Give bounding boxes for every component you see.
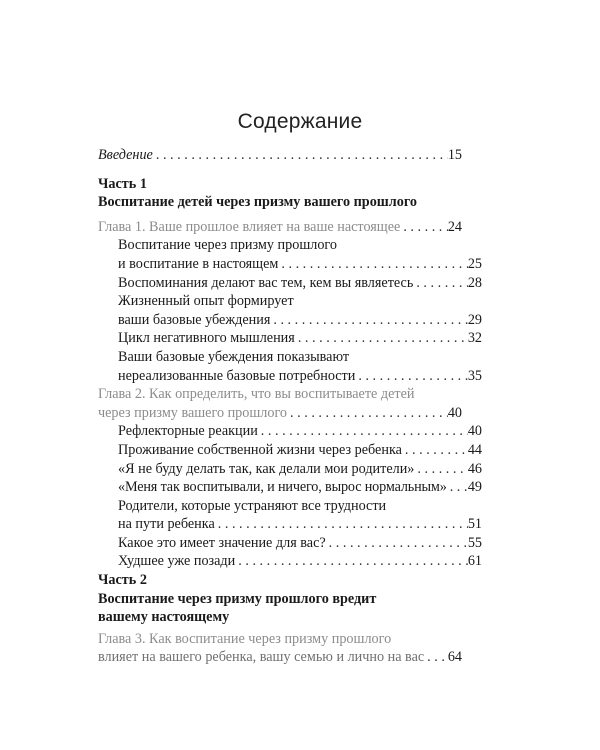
toc-entry-intro[interactable] [98, 146, 462, 165]
dot-leader [355, 367, 467, 386]
toc-entry-label: Рефлекторные реакции [118, 423, 258, 440]
toc-entry-label: влияет на вашего ребенка, вашу семью и лично на вас [98, 649, 425, 666]
toc-entry-label: на пути ребенка [118, 516, 215, 533]
part-title-line: Воспитание через призму прошлого вредит [98, 590, 377, 607]
dot-leader [235, 552, 468, 571]
toc-page-number: 29 [467, 311, 482, 328]
toc-entry-label: Глава 1. Ваше прошлое влияет на ваше настоящее [98, 218, 401, 235]
toc-entry-label: Введение [98, 147, 153, 163]
toc-page-number: 24 [447, 218, 462, 235]
part-title-line: вашему настоящему [98, 609, 230, 626]
toc-page-number: 51 [467, 516, 482, 533]
part-title: Воспитание детей через призму вашего прошлого [98, 194, 418, 211]
toc-entry-label: нереализованные базовые потребности [118, 367, 356, 384]
toc-page-number: 35 [467, 367, 482, 384]
dot-leader [278, 255, 467, 274]
page-title: Содержание [237, 110, 363, 133]
dot-leader [414, 460, 467, 479]
toc-entry-section[interactable] [98, 515, 482, 534]
toc-entry-section[interactable] [98, 329, 482, 348]
dot-leader [153, 146, 448, 165]
dot-leader [215, 515, 468, 534]
dot-leader [295, 329, 468, 348]
toc-page-number: 44 [467, 441, 482, 458]
toc-entry-section[interactable] [98, 422, 482, 441]
toc-page-number: 25 [467, 255, 482, 272]
toc-page-number: 64 [447, 649, 462, 666]
toc-entry-label: и воспитание в настоящем [118, 255, 279, 272]
toc-entry-section[interactable] [98, 274, 482, 293]
toc-entry-label: через призму вашего прошлого [98, 404, 288, 421]
toc-entry-chapter-2-line[interactable]: Глава 2. Как определить, что вы воспитываете детей [98, 386, 415, 403]
dot-leader [424, 648, 448, 667]
toc-entry-label: Какое это имеет значение для вас? [118, 534, 326, 551]
toc-entry-section[interactable] [98, 478, 482, 497]
part-heading: Часть 1 [98, 175, 147, 192]
toc-entry-section[interactable] [98, 534, 482, 553]
dot-leader [400, 218, 447, 237]
toc-entry-label: Воспоминания делают вас тем, кем вы являетесь [118, 274, 414, 291]
toc-entry-label: ваши базовые убеждения [118, 311, 271, 328]
dot-leader [326, 534, 468, 553]
dot-leader [402, 441, 468, 460]
toc-entry-label: «Меня так воспитывали, и ничего, вырос нормальным» [118, 479, 447, 496]
dot-leader [287, 404, 448, 423]
toc-page-number: 32 [467, 330, 482, 347]
dot-leader [413, 274, 468, 293]
toc-entry-section[interactable] [98, 367, 482, 386]
toc-entry-label: Проживание собственной жизни через ребенка [118, 441, 402, 458]
toc-entry-chapter-1[interactable] [98, 218, 462, 237]
toc-entry-section[interactable] [98, 255, 482, 274]
toc-page-number: 40 [467, 423, 482, 440]
dot-leader [447, 478, 468, 497]
toc-entry-chapter-3-line[interactable]: Глава 3. Как воспитание через призму прошлого [98, 630, 392, 647]
toc-entry-line[interactable]: Ваши базовые убеждения показывают [118, 348, 350, 365]
toc-page-number: 40 [447, 404, 462, 421]
toc-page-number: 61 [467, 553, 482, 570]
toc-entry-line[interactable]: Жизненный опыт формирует [118, 293, 294, 310]
dot-leader [270, 311, 467, 330]
toc-page-number: 46 [467, 460, 482, 477]
part-heading: Часть 2 [98, 572, 147, 589]
toc-entry-label: Цикл негативного мышления [118, 330, 295, 347]
toc-entry-label: «Я не буду делать так, как делали мои родители» [118, 460, 415, 477]
table-of-contents [98, 146, 482, 667]
toc-entry-line[interactable]: Воспитание через призму прошлого [118, 237, 337, 254]
toc-page-number: 49 [467, 479, 482, 496]
toc-entry-section[interactable] [98, 441, 482, 460]
toc-page-number: 55 [467, 534, 482, 551]
toc-entry-section[interactable] [98, 311, 482, 330]
toc-entry-line[interactable]: Родители, которые устраняют все трудности [118, 497, 387, 514]
dot-leader [258, 422, 468, 441]
toc-entry-label: Худшее уже позади [118, 553, 236, 570]
toc-page-number: 28 [467, 274, 482, 291]
toc-entry-chapter-3[interactable] [98, 648, 462, 667]
toc-entry-section[interactable] [98, 552, 482, 571]
toc-page-number: 15 [447, 147, 462, 163]
toc-entry-chapter-2[interactable] [98, 404, 462, 423]
toc-entry-section[interactable] [98, 460, 482, 479]
